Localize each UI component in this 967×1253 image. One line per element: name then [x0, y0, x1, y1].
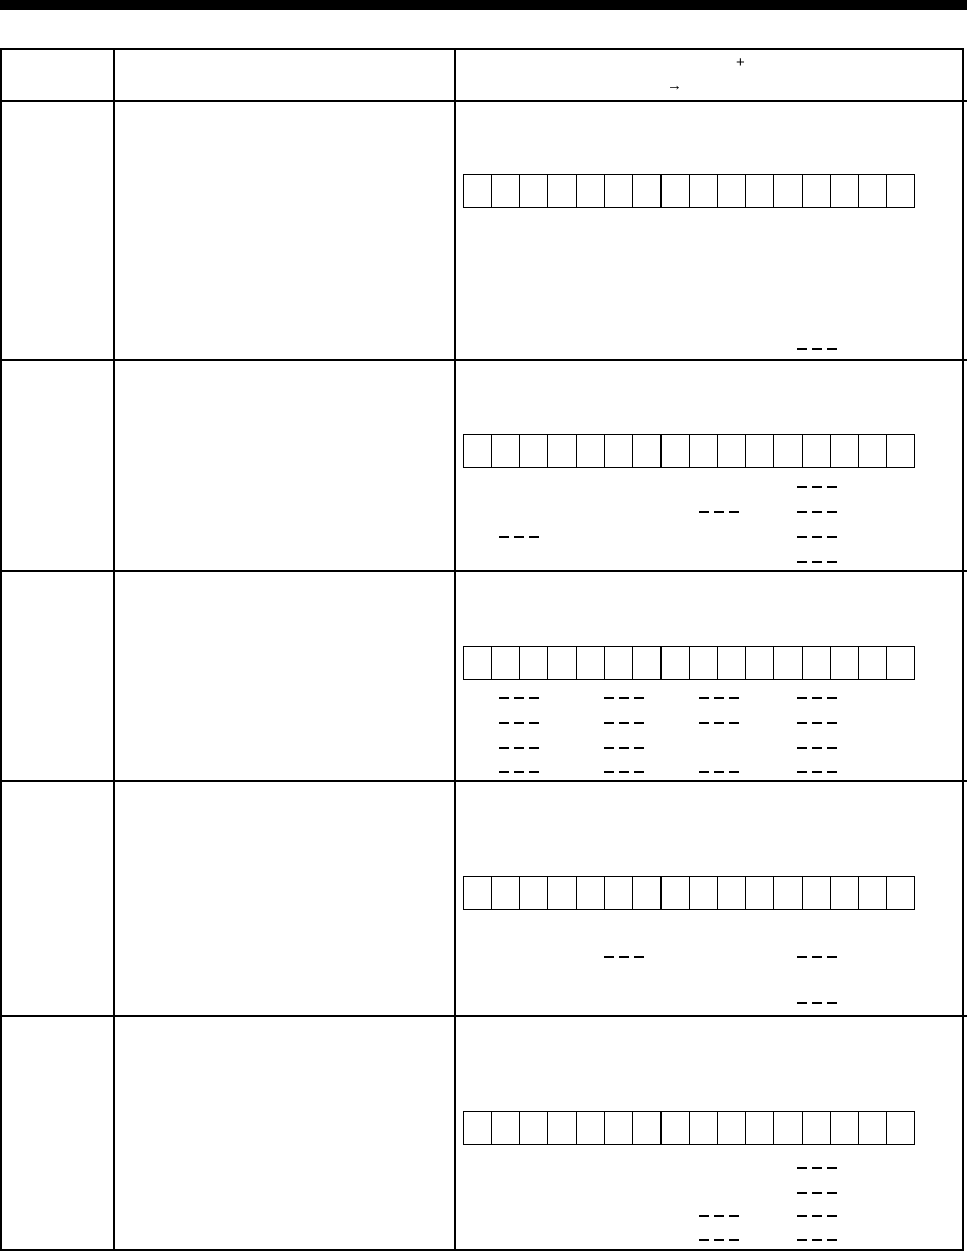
dash-mark	[699, 1239, 740, 1241]
dash-mark	[797, 771, 838, 773]
dash-mark	[797, 747, 838, 749]
bit-cell	[548, 435, 576, 467]
bit-cell	[520, 647, 548, 679]
bit-cell	[464, 1112, 492, 1144]
bit-cell	[803, 1112, 831, 1144]
bit-cell	[831, 435, 859, 467]
dash-mark	[699, 1215, 740, 1217]
bit-cell	[859, 877, 887, 909]
header-divider	[0, 100, 967, 102]
bit-cell	[746, 435, 774, 467]
dash-mark	[797, 511, 838, 513]
top-rule	[0, 0, 967, 10]
dash-mark	[797, 1215, 838, 1217]
header-plus-symbol: +	[736, 54, 745, 71]
bit-cell	[887, 877, 914, 909]
header-arrow-symbol: →	[667, 77, 682, 94]
bit-cell	[464, 435, 492, 467]
dash-mark	[797, 722, 838, 724]
bit-cell	[662, 877, 690, 909]
bit-cell	[520, 175, 548, 207]
dash-mark	[604, 722, 645, 724]
bit-cells-row-1	[463, 174, 915, 208]
dash-mark	[699, 722, 740, 724]
bit-cell	[633, 877, 662, 909]
bit-cell	[605, 877, 633, 909]
dash-mark	[499, 697, 540, 699]
bit-cell	[774, 647, 802, 679]
bit-cell	[746, 175, 774, 207]
dash-mark	[797, 561, 838, 563]
bit-cell	[718, 175, 746, 207]
bit-cell	[492, 647, 520, 679]
bit-cell	[520, 1112, 548, 1144]
dash-mark	[499, 771, 540, 773]
bit-cell	[887, 175, 914, 207]
dash-mark	[604, 747, 645, 749]
bit-cells-row-5	[463, 1111, 915, 1145]
bit-cell	[464, 647, 492, 679]
bit-cells-row-3	[463, 646, 915, 680]
bit-cell	[887, 1112, 914, 1144]
bit-cell	[746, 877, 774, 909]
bit-cell	[831, 1112, 859, 1144]
bit-cell	[605, 175, 633, 207]
bit-cell	[633, 175, 662, 207]
bit-cell	[548, 877, 576, 909]
bit-cell	[633, 1112, 662, 1144]
bit-cell	[803, 647, 831, 679]
bit-cell	[803, 175, 831, 207]
bit-cell	[464, 877, 492, 909]
bit-cell	[605, 435, 633, 467]
column-divider-1	[113, 48, 115, 1251]
dash-mark	[797, 956, 838, 958]
bit-cell	[633, 435, 662, 467]
bit-cell	[577, 1112, 605, 1144]
bit-cell	[577, 435, 605, 467]
bit-cell	[492, 175, 520, 207]
dash-mark	[797, 697, 838, 699]
dash-mark	[797, 1192, 838, 1194]
bit-cell	[887, 435, 914, 467]
bit-cell	[492, 435, 520, 467]
bit-cell	[662, 1112, 690, 1144]
dash-mark	[699, 511, 740, 513]
dash-mark	[604, 956, 645, 958]
bit-cell	[831, 877, 859, 909]
bit-cell	[718, 647, 746, 679]
bit-cell	[746, 1112, 774, 1144]
bit-cell	[548, 175, 576, 207]
bit-cell	[859, 1112, 887, 1144]
dash-mark	[499, 722, 540, 724]
dash-mark	[797, 536, 838, 538]
dash-mark	[604, 771, 645, 773]
bit-cell	[718, 435, 746, 467]
bit-cell	[690, 877, 718, 909]
row-divider-4	[0, 1015, 967, 1017]
bit-cell	[803, 877, 831, 909]
column-divider-2	[454, 48, 456, 1251]
bit-cell	[690, 1112, 718, 1144]
bit-cell	[831, 647, 859, 679]
bit-cell	[803, 435, 831, 467]
bit-cell	[520, 877, 548, 909]
dash-mark	[797, 348, 838, 350]
dash-mark	[797, 486, 838, 488]
bit-cell	[718, 877, 746, 909]
bit-cell	[662, 435, 690, 467]
dash-mark	[797, 1167, 838, 1169]
bit-cell	[774, 175, 802, 207]
bit-cell	[548, 647, 576, 679]
bit-cell	[633, 647, 662, 679]
bit-cell	[577, 647, 605, 679]
dash-mark	[699, 771, 740, 773]
bit-cell	[605, 647, 633, 679]
dash-mark	[604, 697, 645, 699]
bit-cell	[887, 647, 914, 679]
bit-cell	[859, 435, 887, 467]
bit-cell	[774, 1112, 802, 1144]
bit-cells-row-4	[463, 876, 915, 910]
bit-cell	[577, 175, 605, 207]
bit-cell	[746, 647, 774, 679]
bit-cell	[548, 1112, 576, 1144]
bit-cell	[690, 435, 718, 467]
dash-mark	[699, 697, 740, 699]
bit-cell	[492, 1112, 520, 1144]
row-divider-2	[0, 570, 967, 572]
bit-cell	[605, 1112, 633, 1144]
dash-mark	[797, 1002, 838, 1004]
bit-cell	[464, 175, 492, 207]
bit-cell	[774, 435, 802, 467]
row-divider-1	[0, 359, 967, 361]
bit-cell	[492, 877, 520, 909]
dash-mark	[499, 747, 540, 749]
bit-cell	[831, 175, 859, 207]
bit-cell	[774, 877, 802, 909]
bit-cell	[662, 647, 690, 679]
bit-cell	[690, 647, 718, 679]
bit-cell	[859, 175, 887, 207]
bit-cells-row-2	[463, 434, 915, 468]
dash-mark	[797, 1239, 838, 1241]
dash-mark	[499, 536, 540, 538]
bit-cell	[859, 647, 887, 679]
bit-cell	[690, 175, 718, 207]
bit-cell	[577, 877, 605, 909]
bit-cell	[520, 435, 548, 467]
row-divider-3	[0, 780, 967, 782]
bit-cell	[662, 175, 690, 207]
bit-cell	[718, 1112, 746, 1144]
